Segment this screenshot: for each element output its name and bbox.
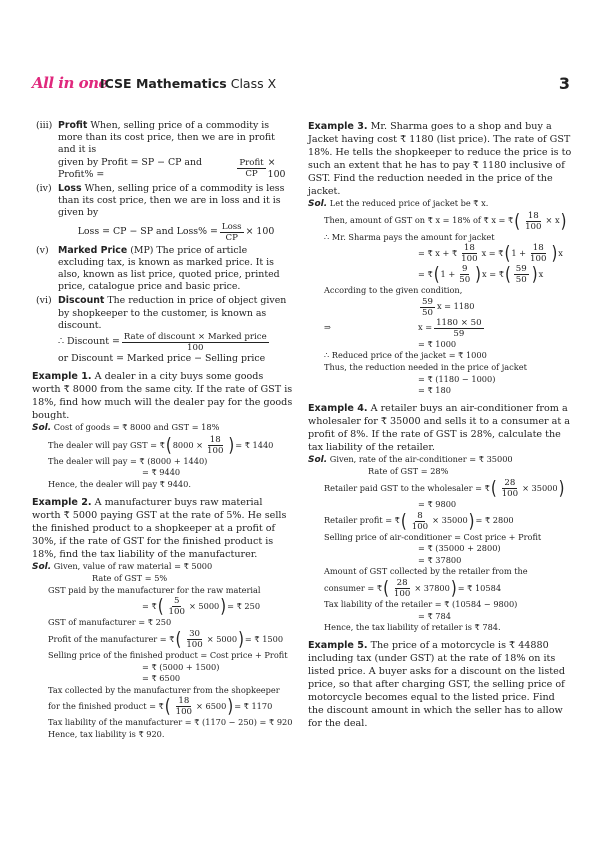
example-3-solution	[308, 198, 572, 397]
solution-text: for the finished product = ₹	[48, 701, 164, 712]
definition-text: (MP) The price of article excluding tax, is known as marked price. It is also, known as list price, quoted price, printed price, catalogue price and basic price.	[58, 244, 280, 293]
definition-loss	[32, 183, 294, 243]
solution-text: x	[538, 268, 544, 279]
solution-label: Sol.	[308, 199, 328, 209]
fraction	[457, 264, 472, 285]
fraction	[514, 264, 529, 285]
book-title-class: Class X	[230, 76, 277, 91]
solution-text: = ₹ 1500	[244, 633, 284, 644]
solution-line: = ₹ 37800	[418, 554, 462, 565]
solution-line: Selling price of air-conditioner = Cost price + Profit	[324, 531, 542, 542]
solution-text: = ₹ x + ₹	[418, 247, 458, 258]
solution-line	[308, 264, 572, 285]
solution-line: The dealer will pay = ₹ (8000 + 1440)	[48, 455, 208, 466]
solution-line	[32, 596, 294, 617]
definition-term: Marked Price	[58, 244, 128, 256]
paren-open: (	[164, 695, 171, 718]
example-2	[32, 496, 294, 561]
fraction	[420, 297, 435, 318]
solution-line	[308, 318, 572, 339]
left-column	[32, 120, 294, 741]
fraction	[500, 478, 520, 499]
fraction	[523, 211, 543, 232]
solution-line	[32, 696, 294, 717]
definition-number: (v)	[36, 244, 49, 256]
example-2-solution	[32, 561, 294, 741]
solution-line	[308, 211, 572, 232]
solution-line: Hence, the tax liability of retailer is ₹ 784.	[324, 622, 501, 633]
example-3	[308, 120, 572, 198]
solution-text: Profit of the manufacturer = ₹	[48, 633, 175, 644]
loss-formula	[58, 222, 294, 243]
paren-close: )	[468, 509, 475, 532]
numerator: 18	[527, 210, 539, 221]
solution-text: x = 1180	[436, 301, 475, 312]
solution-text: = ₹	[142, 601, 157, 612]
solution-line: Let the reduced price of jacket be ₹ x.	[329, 198, 489, 208]
denominator: 100	[187, 343, 204, 354]
fraction	[392, 578, 412, 599]
brand-logo: All in one	[32, 74, 108, 92]
solution-text: × 6500	[196, 701, 227, 712]
numerator: 18	[178, 696, 190, 707]
solution-label: Sol.	[32, 561, 52, 572]
solution-text: × x	[545, 215, 560, 226]
paren-open: (	[433, 262, 440, 286]
fraction	[410, 511, 430, 532]
example-label: Example 5.	[308, 639, 368, 651]
denominator: 50	[422, 307, 433, 318]
example-text: A retailer buys an air-conditioner from a wholesaler for ₹ 35000 and sells it to a consumer at a profit of 8%. If the rate of GST is 28%, calculate the tax liability of the retailer.	[308, 402, 571, 453]
denominator: 50	[459, 275, 471, 286]
denominator: 100	[207, 445, 224, 456]
formula-text: Loss = CP − SP and Loss% =	[77, 226, 218, 238]
definition-number: (vi)	[36, 295, 52, 307]
numerator: 59	[422, 296, 433, 307]
paren-close: )	[238, 627, 244, 651]
fraction	[434, 318, 483, 339]
solution-text: The dealer will pay GST = ₹	[48, 439, 165, 450]
solution-line: = ₹ 1000	[418, 338, 457, 349]
numerator: 1180 × 50	[436, 317, 482, 328]
denominator: 100	[186, 640, 203, 650]
paren-open: (	[165, 433, 172, 456]
definition-text: The reduction in price of object given by shopkeeper to the customer, is known as discount.	[58, 295, 287, 331]
solution-line	[32, 435, 294, 456]
paren-open: (	[400, 509, 407, 532]
numerator: 18	[532, 243, 544, 254]
solution-text: × 37800	[414, 582, 450, 593]
solution-label: Sol.	[308, 454, 328, 465]
book-title-bold: ICSE Mathematics	[100, 76, 227, 91]
denominator: 100	[501, 488, 519, 499]
formula-text: × 100	[245, 226, 275, 238]
solution-text: = ₹ 250	[227, 601, 261, 612]
example-text: Mr. Sharma goes to a shop and buy a Jacket having cost ₹ 1180 (list price). The rate of GST 18%. He tells the shopkeeper to reduce the price is to such an extent that he has to pay ₹ 1180 inclusive of GST. Find the reduction needed in the price of the jacket.	[308, 121, 572, 197]
formula-text: given by Profit = SP − CP and Profit% =	[58, 156, 203, 180]
solution-label: Sol.	[32, 423, 52, 434]
solution-line: Tax liability of the retailer = ₹ (10584 − 9800)	[324, 598, 518, 609]
example-text: The price of a motorcycle is ₹ 44880 including tax (under GST) at the rate of 18% on its listed price. A buyer asks for a discount on the listed price, so that after charging GST, the selling price of motorcycle becomes equal to the listed price. Find the discount amount in which the seller has to allow for the deal.	[308, 639, 565, 729]
definition-profit	[32, 120, 294, 181]
example-1	[32, 370, 294, 422]
solution-line: ∴ Mr. Sharma pays the amount for jacket	[324, 231, 495, 242]
solution-line: = ₹ 9800	[418, 498, 457, 509]
fraction	[174, 696, 194, 717]
denominator: 100	[393, 588, 411, 599]
example-4-solution	[308, 454, 572, 634]
book-title	[100, 76, 276, 91]
solution-text: = ₹ 10584	[457, 582, 502, 593]
solution-line	[308, 578, 572, 599]
solution-text: ⇒	[324, 322, 331, 333]
right-column	[308, 120, 572, 730]
definition-discount	[32, 295, 294, 365]
fraction	[528, 243, 548, 264]
fraction	[184, 629, 204, 650]
paren-close: )	[228, 433, 235, 456]
example-5	[308, 639, 572, 730]
fraction	[237, 158, 265, 179]
paren-close: )	[227, 695, 234, 718]
paren-open: (	[514, 209, 521, 232]
example-4	[308, 402, 572, 454]
numerator: 9	[461, 264, 468, 275]
solution-line: Rate of GST = 28%	[368, 466, 449, 477]
profit-formula	[58, 157, 294, 181]
example-text: A dealer in a city buys some goods worth ₹ 8000 from the same city. If the rate of GST is 18%, find how much will the dealer pay for the goods bought.	[32, 371, 293, 422]
numerator: 18	[209, 434, 221, 445]
example-1-solution	[32, 422, 294, 490]
paren-close: )	[220, 595, 227, 618]
solution-text: x	[558, 247, 563, 258]
paren-close: )	[560, 209, 567, 232]
numerator: 18	[463, 243, 475, 254]
paren-open: (	[175, 627, 182, 651]
denominator: 100	[461, 254, 478, 265]
definition-term: Discount	[58, 295, 105, 307]
paren-close: )	[558, 476, 565, 500]
numerator: 30	[189, 629, 201, 639]
solution-text: = ₹ 2800	[475, 515, 514, 526]
solution-text: × 35000	[522, 482, 558, 493]
denominator: CP	[225, 232, 238, 243]
solution-text: consumer = ₹	[324, 582, 383, 593]
solution-text: Retailer paid GST to the wholesaler = ₹	[324, 482, 490, 493]
fraction	[167, 596, 187, 617]
example-label: Example 4.	[308, 402, 368, 414]
definition-number: (iii)	[36, 120, 53, 131]
denominator: 59	[453, 328, 465, 339]
denominator: CP	[245, 169, 258, 180]
solution-line: ∴ Reduced price of the jacket = ₹ 1000	[324, 350, 487, 361]
formula-text: × 100	[267, 156, 286, 180]
solution-text: Then, amount of GST on ₹ x = 18% of ₹ x = ₹	[324, 215, 514, 226]
solution-text: 8000 ×	[172, 439, 204, 450]
fraction	[220, 222, 244, 243]
solution-line: GST of manufacturer = ₹ 250	[48, 617, 172, 628]
solution-line: GST paid by the manufacturer for the raw material	[48, 584, 261, 595]
solution-line: According to the given condition,	[324, 285, 463, 296]
solution-line: Hence, the dealer will pay ₹ 9440.	[48, 479, 191, 490]
solution-text: x =	[418, 322, 433, 333]
solution-text: × 5000	[188, 601, 220, 612]
definition-marked-price	[32, 245, 294, 294]
solution-line: = ₹ (1180 − 1000)	[418, 373, 496, 384]
solution-line	[308, 297, 572, 318]
fraction	[205, 435, 225, 456]
solution-text: x = ₹	[481, 247, 504, 258]
solution-line: Tax liability of the manufacturer = ₹ (1170 − 250) = ₹ 920	[48, 717, 293, 728]
solution-line: = ₹ 9440	[142, 467, 181, 478]
solution-line: = ₹ (5000 + 1500)	[142, 661, 220, 672]
definition-number: (iv)	[36, 183, 52, 195]
example-text: A manufacturer buys raw material worth ₹ 5000 paying GST at the rate of 5%. He sells the finished product to a shopkeeper at a profit of 30%, if the rate of GST for the finished product is 18%, find the tax liability of the manufacturer.	[32, 496, 287, 560]
discount-formula-alt: or Discount = Marked price − Selling price	[58, 353, 266, 365]
page-number: 3	[558, 74, 570, 93]
paren-close: )	[531, 262, 538, 286]
definition-text: When, selling price of a commodity is more than its cost price, then we are in profit and it is	[58, 120, 275, 156]
fraction	[122, 332, 269, 353]
solution-line	[308, 243, 572, 264]
solution-line: Rate of GST = 5%	[92, 573, 168, 584]
denominator: 100	[525, 221, 542, 232]
definition-term: Loss	[58, 183, 82, 195]
solution-text: x = ₹	[482, 268, 504, 279]
solution-line: = ₹ 784	[418, 610, 451, 621]
paren-open: (	[504, 262, 511, 286]
denominator: 100	[168, 607, 185, 618]
example-label: Example 3.	[308, 121, 368, 132]
solution-line: Thus, the reduction needed in the price of jacket	[324, 361, 527, 372]
solution-text: Retailer profit = ₹	[324, 515, 400, 526]
solution-line: = ₹ 6500	[142, 673, 181, 684]
formula-text: ∴ Discount =	[58, 336, 120, 348]
solution-line: Given, value of raw material = ₹ 5000	[53, 560, 213, 571]
solution-text: = ₹ 1170	[234, 701, 273, 712]
paren-open: (	[504, 241, 511, 265]
example-label: Example 1.	[32, 371, 92, 383]
solution-text: 1 +	[440, 268, 456, 279]
solution-line	[308, 511, 572, 532]
solution-line: Hence, tax liability is ₹ 920.	[48, 728, 165, 739]
numerator: Rate of discount × Marked price	[123, 332, 267, 343]
solution-line: Given, rate of the air-conditioner = ₹ 35000	[329, 453, 513, 464]
solution-line: Amount of GST collected by the retailer from the	[324, 566, 528, 577]
numerator: 28	[504, 477, 516, 488]
solution-text: × 35000	[432, 515, 468, 526]
discount-formula	[58, 332, 294, 353]
paren-close: )	[450, 576, 457, 600]
denominator: 50	[515, 275, 527, 286]
paren-close: )	[551, 241, 558, 265]
definition-text: When, selling price of a commodity is less than its cost price, then we are in loss and it is given by	[58, 183, 285, 219]
definition-term: Profit	[58, 120, 88, 131]
solution-line	[32, 629, 294, 650]
numerator: Loss	[221, 221, 242, 232]
numerator: Profit	[239, 158, 264, 169]
solution-line: Tax collected by the manufacturer from the shopkeeper	[48, 684, 280, 695]
paren-close: )	[475, 262, 482, 286]
numerator: 59	[515, 264, 527, 275]
denominator: 100	[530, 254, 547, 265]
paren-open: (	[157, 595, 164, 618]
solution-text: = ₹ 1440	[235, 439, 274, 450]
solution-line: = ₹ 180	[418, 385, 451, 396]
paren-open: (	[383, 576, 389, 600]
solution-line: Cost of goods = ₹ 8000 and GST = 18%	[53, 422, 220, 433]
paren-open: (	[490, 476, 497, 500]
solution-text: 1 +	[511, 247, 527, 258]
denominator: 100	[175, 707, 193, 718]
numerator: 28	[396, 577, 408, 588]
solution-line: Selling price of the finished product = Cost price + Profit	[48, 650, 288, 660]
example-label: Example 2.	[32, 496, 92, 508]
solution-text: = ₹	[418, 268, 433, 279]
numerator: 8	[417, 510, 423, 521]
solution-line	[308, 478, 572, 499]
fraction	[459, 243, 479, 264]
solution-text: × 5000	[206, 633, 238, 644]
solution-line: = ₹ (35000 + 2800)	[418, 543, 501, 554]
numerator: 5	[174, 596, 180, 607]
denominator: 100	[411, 521, 429, 532]
